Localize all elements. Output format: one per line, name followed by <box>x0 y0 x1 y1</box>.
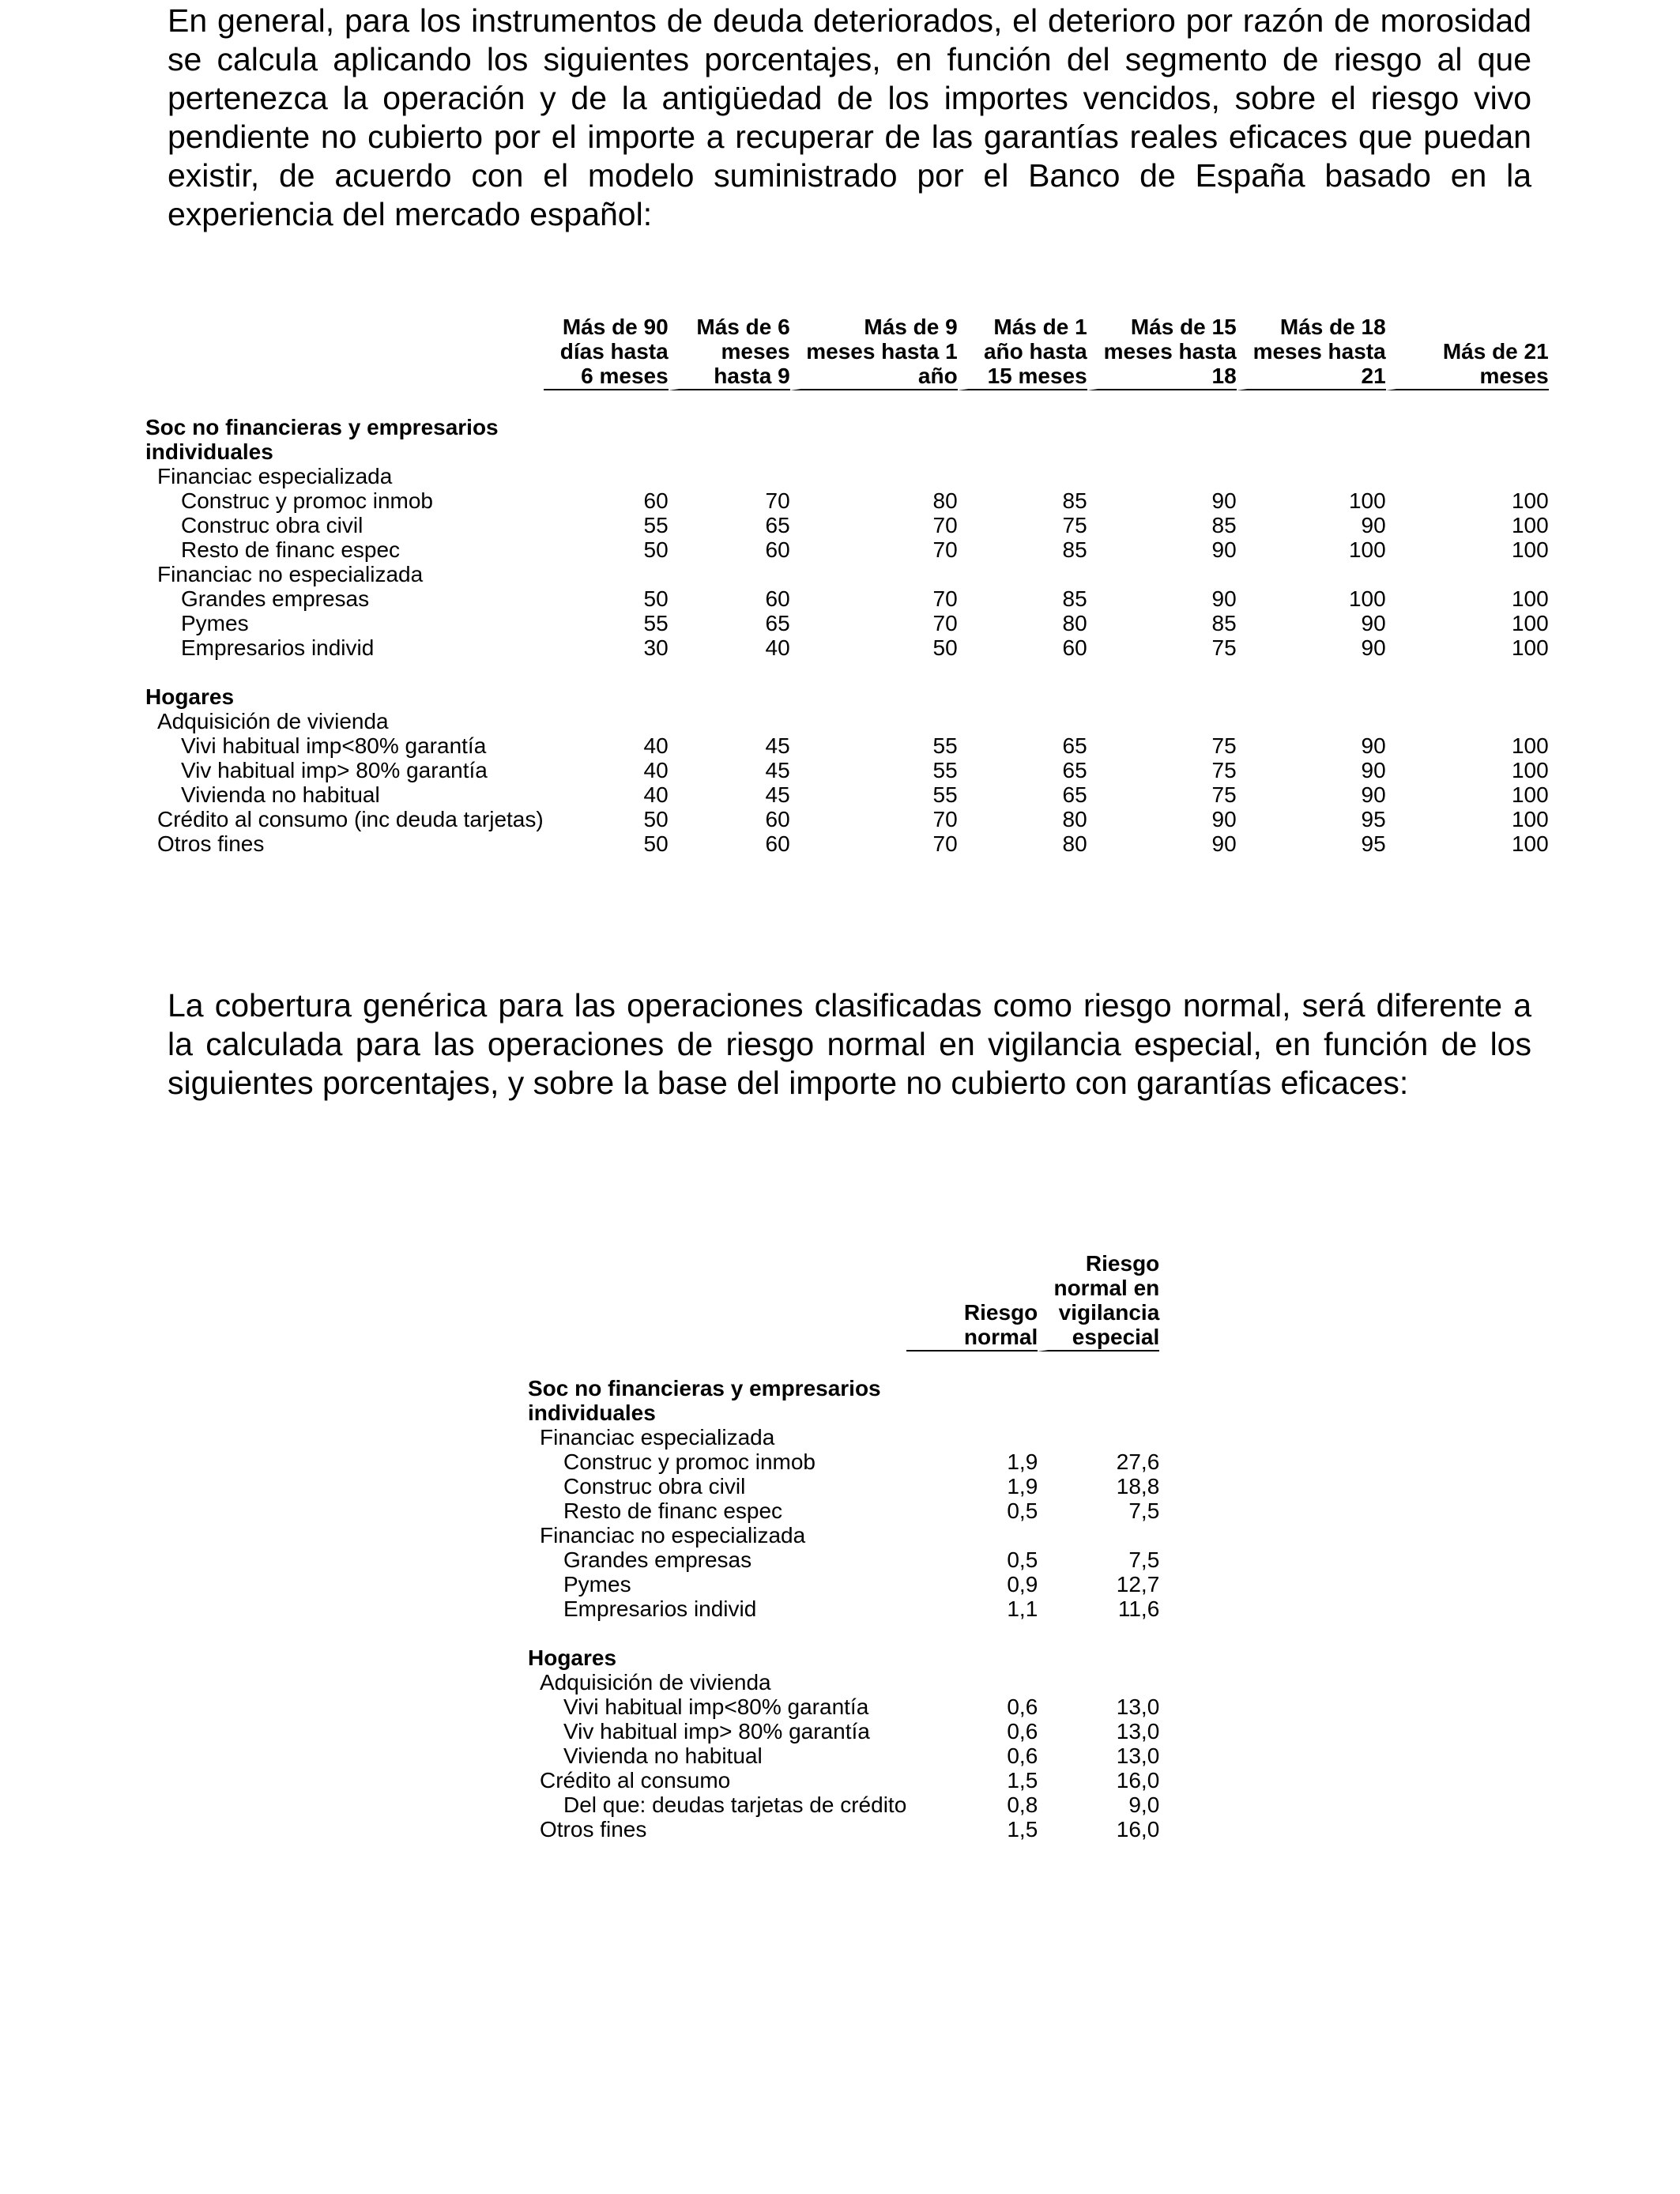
empty-cell <box>906 1670 1038 1695</box>
empty-cell <box>669 415 790 439</box>
table-row <box>528 1793 1159 1817</box>
row-value: 75 <box>1211 782 1237 807</box>
morosidad-table <box>145 315 1549 856</box>
empty-cell <box>790 464 958 488</box>
intro-paragraph: En general, para los instrumentos de deuda deteriorados, el deterioro por razón de morosidad se calcula aplicando los siguientes porcentajes, en función del segmento de riesgo al que pertenezca la operación y de la antigüedad de los importes vencidos, sobre el riesgo vivo pendiente no cubierto por el importe a recuperar de las garantías reales eficaces que puedan existir, de acuerdo con el modelo suministrado por el Banco de España basado en la experiencia del mercado español: <box>168 2 1531 232</box>
row-label: Construc obra civil <box>181 513 363 537</box>
column-header-line: meses hasta 1 <box>806 339 958 364</box>
empty-cell <box>669 684 790 709</box>
row-value: 100 <box>1511 807 1549 831</box>
row-value: 55 <box>932 733 958 758</box>
empty-cell <box>958 464 1087 488</box>
column-header-line: normal en <box>1053 1276 1160 1300</box>
row-value: 85 <box>1211 513 1237 537</box>
row-value: 40 <box>643 782 669 807</box>
empty-cell <box>906 1425 1038 1449</box>
row-value: 16,0 <box>1116 1768 1160 1793</box>
row-value: 60 <box>765 537 790 562</box>
spacer-cell <box>528 1351 1159 1376</box>
column-header-line: meses <box>721 339 790 364</box>
empty-cell <box>1038 1646 1159 1670</box>
table-row <box>145 733 1549 758</box>
empty-cell <box>1386 709 1549 733</box>
group-title-label: Soc no financieras y empresarios <box>145 415 499 439</box>
row-label: Empresarios individ <box>181 635 375 660</box>
generic-coverage-table <box>528 1251 1159 1842</box>
row-value: 100 <box>1348 586 1386 611</box>
row-value: 11,6 <box>1117 1596 1160 1621</box>
row-value: 1,5 <box>1007 1768 1038 1793</box>
empty-cell <box>790 684 958 709</box>
header-spacer <box>145 364 544 390</box>
empty-cell <box>1038 1670 1159 1695</box>
row-value: 30 <box>643 635 669 660</box>
column-header-line: año <box>790 364 958 390</box>
empty-cell <box>544 464 669 488</box>
row-value: 100 <box>1511 513 1549 537</box>
table-row <box>528 1498 1159 1523</box>
row-value: 95 <box>1361 831 1386 856</box>
table-row <box>145 513 1549 537</box>
subgroup-title-label: Financiac especializada <box>157 464 393 488</box>
table-row <box>145 488 1549 513</box>
empty-cell <box>958 415 1087 439</box>
table-row <box>528 1572 1159 1596</box>
empty-cell <box>1087 439 1237 464</box>
table-row <box>145 586 1549 611</box>
empty-cell <box>1087 709 1237 733</box>
subgroup-title <box>528 1670 1159 1695</box>
column-header-line: 6 meses <box>544 364 669 390</box>
empty-cell <box>1237 464 1386 488</box>
header-row <box>145 364 1549 390</box>
column-header-line: Más de 18 <box>1279 315 1386 339</box>
row-value: 0,5 <box>1007 1498 1038 1523</box>
row-value: 7,5 <box>1128 1498 1160 1523</box>
row-value: 75 <box>1211 758 1237 782</box>
row-value: 1,5 <box>1007 1817 1038 1842</box>
row-label: Vivienda no habitual <box>181 782 380 807</box>
empty-cell <box>1038 1523 1159 1547</box>
row-value: 100 <box>1511 586 1549 611</box>
subgroup-title-label: Financiac no especializada <box>540 1523 806 1547</box>
empty-cell <box>1038 1425 1159 1449</box>
row-value: 0,5 <box>1007 1547 1038 1572</box>
column-header-line: especial <box>1038 1325 1159 1351</box>
row-value: 40 <box>643 733 669 758</box>
row-value: 65 <box>1062 733 1087 758</box>
row-value: 100 <box>1511 488 1549 513</box>
row-value: 85 <box>1062 586 1087 611</box>
header-row <box>528 1276 1159 1300</box>
row-label: Empresarios individ <box>563 1596 757 1621</box>
column-header-line: días hasta <box>559 339 669 364</box>
column-header-line: Más de 15 <box>1130 315 1237 339</box>
spacer-row <box>528 1621 1159 1646</box>
empty-cell <box>1386 464 1549 488</box>
header-row <box>528 1325 1159 1351</box>
row-value: 70 <box>932 537 958 562</box>
row-label: Viv habitual imp> 80% garantía <box>181 758 488 782</box>
empty-cell <box>790 415 958 439</box>
row-value: 65 <box>1062 758 1087 782</box>
column-header-line: Riesgo <box>1085 1251 1160 1276</box>
subgroup-title <box>528 1523 1159 1547</box>
row-value: 100 <box>1511 611 1549 635</box>
row-value: 80 <box>1062 807 1087 831</box>
empty-cell <box>1038 1376 1159 1400</box>
column-header-line: Más de 90 <box>562 315 669 339</box>
row-label: Pymes <box>181 611 249 635</box>
table-row <box>145 611 1549 635</box>
table-row <box>528 1768 1159 1793</box>
empty-cell <box>544 415 669 439</box>
empty-cell <box>790 709 958 733</box>
row-value: 55 <box>643 611 669 635</box>
empty-cell <box>958 439 1087 464</box>
row-value: 75 <box>1062 513 1087 537</box>
empty-cell <box>1087 464 1237 488</box>
group-title <box>145 439 1549 464</box>
row-value: 85 <box>1062 537 1087 562</box>
table-row <box>528 1449 1159 1474</box>
subgroup-title-label: Financiac no especializada <box>157 562 424 586</box>
row-value: 90 <box>1361 758 1386 782</box>
row-value: 100 <box>1348 488 1386 513</box>
table-row <box>528 1596 1159 1621</box>
row-label: Otros fines <box>540 1817 647 1842</box>
row-value: 50 <box>643 537 669 562</box>
row-value: 70 <box>932 586 958 611</box>
spacer-row <box>145 390 1549 415</box>
header-spacer <box>528 1276 906 1300</box>
row-label: Pymes <box>563 1572 631 1596</box>
row-value: 85 <box>1211 611 1237 635</box>
empty-cell <box>1087 562 1237 586</box>
row-value: 80 <box>1062 831 1087 856</box>
column-header-line: Más de 9 <box>864 315 958 339</box>
row-value: 45 <box>765 782 790 807</box>
row-label: Vivi habitual imp<80% garantía <box>563 1695 869 1719</box>
empty-cell <box>669 464 790 488</box>
row-label: Resto de financ espec <box>563 1498 783 1523</box>
empty-cell <box>906 1646 1038 1670</box>
group-title-label: Hogares <box>145 684 235 709</box>
column-header-line: 18 <box>1087 364 1237 390</box>
group-title-label: Hogares <box>528 1646 617 1670</box>
row-value: 55 <box>643 513 669 537</box>
empty-cell <box>1237 439 1386 464</box>
column-header-line: normal <box>906 1325 1038 1351</box>
row-value: 50 <box>643 807 669 831</box>
row-value: 1,9 <box>1007 1449 1038 1474</box>
row-value: 0,6 <box>1007 1695 1038 1719</box>
generic-coverage-paragraph: La cobertura genérica para las operaciones clasificadas como riesgo normal, será diferente a la calculada para las operaciones de riesgo normal en vigilancia especial, en función de los siguientes porcentajes, y sobre la base del importe no cubierto con garantías eficaces: <box>168 987 1531 1101</box>
row-value: 85 <box>1062 488 1087 513</box>
row-value: 55 <box>932 782 958 807</box>
row-value: 100 <box>1511 635 1549 660</box>
row-value: 65 <box>1062 782 1087 807</box>
row-label: Otros fines <box>157 831 265 856</box>
row-label: Vivi habitual imp<80% garantía <box>181 733 487 758</box>
header-row <box>145 339 1549 364</box>
empty-cell <box>906 1376 1038 1400</box>
row-value: 90 <box>1211 831 1237 856</box>
row-value: 100 <box>1511 758 1549 782</box>
subgroup-title <box>145 562 1549 586</box>
row-value: 13,0 <box>1116 1695 1160 1719</box>
row-value: 80 <box>1062 611 1087 635</box>
table-row <box>528 1719 1159 1744</box>
row-value: 45 <box>765 733 790 758</box>
empty-cell <box>790 439 958 464</box>
empty-cell <box>669 562 790 586</box>
row-label: Crédito al consumo <box>540 1768 731 1793</box>
spacer-row <box>528 1351 1159 1376</box>
header-spacer <box>145 339 544 364</box>
row-value: 18,8 <box>1116 1474 1160 1498</box>
subgroup-title <box>528 1425 1159 1449</box>
column-header-line: meses <box>1386 364 1549 390</box>
table-row <box>145 807 1549 831</box>
group-title <box>145 684 1549 709</box>
row-value: 90 <box>1361 635 1386 660</box>
row-value: 90 <box>1361 513 1386 537</box>
row-value: 0,9 <box>1007 1572 1038 1596</box>
row-value: 90 <box>1361 782 1386 807</box>
group-title-label: individuales <box>528 1400 656 1425</box>
row-value: 90 <box>1361 733 1386 758</box>
empty-cell <box>1237 684 1386 709</box>
row-value: 1,9 <box>1007 1474 1038 1498</box>
empty-cell <box>790 562 958 586</box>
row-value: 45 <box>765 758 790 782</box>
table-row <box>145 758 1549 782</box>
row-value: 100 <box>1511 782 1549 807</box>
empty-cell <box>906 1523 1038 1547</box>
row-value: 65 <box>765 611 790 635</box>
row-value: 12,7 <box>1116 1572 1160 1596</box>
row-value: 60 <box>765 831 790 856</box>
column-header-line: 15 meses <box>958 364 1087 390</box>
table-row <box>145 537 1549 562</box>
row-value: 60 <box>643 488 669 513</box>
row-value: 0,6 <box>1007 1719 1038 1744</box>
row-value: 13,0 <box>1116 1719 1160 1744</box>
row-value: 60 <box>765 807 790 831</box>
empty-cell <box>1386 684 1549 709</box>
table-row <box>528 1817 1159 1842</box>
header-row <box>528 1300 1159 1325</box>
row-value: 90 <box>1211 488 1237 513</box>
empty-cell <box>1237 562 1386 586</box>
row-label: Grandes empresas <box>563 1547 752 1572</box>
row-label: Viv habitual imp> 80% garantía <box>563 1719 870 1744</box>
spacer-cell <box>145 390 1549 415</box>
row-value: 65 <box>765 513 790 537</box>
header-spacer <box>528 1251 906 1276</box>
subgroup-title-label: Financiac especializada <box>540 1425 775 1449</box>
column-header-line: año hasta <box>983 339 1087 364</box>
row-label: Construc obra civil <box>563 1474 746 1498</box>
column-header-line: hasta 9 <box>669 364 790 390</box>
column-header-line: vigilancia <box>1058 1300 1160 1325</box>
empty-cell <box>669 439 790 464</box>
column-header-line <box>906 1251 1038 1276</box>
header-spacer <box>145 315 544 339</box>
table-row <box>145 782 1549 807</box>
subgroup-title-label: Adquisición de vivienda <box>540 1670 771 1695</box>
group-title <box>145 415 1549 439</box>
table-row <box>145 635 1549 660</box>
row-value: 0,6 <box>1007 1744 1038 1768</box>
spacer-cell <box>528 1621 1159 1646</box>
row-value: 75 <box>1211 733 1237 758</box>
row-value: 7,5 <box>1128 1547 1160 1572</box>
group-title <box>528 1646 1159 1670</box>
subgroup-title <box>145 464 1549 488</box>
row-value: 55 <box>932 758 958 782</box>
header-spacer <box>528 1300 906 1325</box>
empty-cell <box>906 1400 1038 1425</box>
subgroup-title <box>145 709 1549 733</box>
row-value: 70 <box>932 513 958 537</box>
row-label: Construc y promoc inmob <box>563 1449 816 1474</box>
column-header-line: meses hasta <box>1103 339 1237 364</box>
table-row <box>528 1744 1159 1768</box>
empty-cell <box>544 439 669 464</box>
empty-cell <box>1386 439 1549 464</box>
column-header-line <box>906 1276 1038 1300</box>
empty-cell <box>1087 684 1237 709</box>
header-spacer <box>528 1325 906 1351</box>
table-row <box>528 1474 1159 1498</box>
group-title <box>528 1400 1159 1425</box>
group-title-label: individuales <box>145 439 273 464</box>
row-value: 40 <box>765 635 790 660</box>
table-row <box>145 831 1549 856</box>
empty-cell <box>544 562 669 586</box>
spacer-row <box>145 660 1549 684</box>
row-label: Construc y promoc inmob <box>181 488 434 513</box>
empty-cell <box>1386 562 1549 586</box>
empty-cell <box>1038 1400 1159 1425</box>
group-title-label: Soc no financieras y empresarios <box>528 1376 881 1400</box>
empty-cell <box>1087 415 1237 439</box>
row-value: 9,0 <box>1128 1793 1160 1817</box>
row-value: 80 <box>932 488 958 513</box>
table-row <box>528 1547 1159 1572</box>
row-value: 27,6 <box>1116 1449 1160 1474</box>
row-value: 0,8 <box>1007 1793 1038 1817</box>
empty-cell <box>1237 709 1386 733</box>
row-label: Crédito al consumo (inc deuda tarjetas) <box>157 807 544 831</box>
row-value: 50 <box>932 635 958 660</box>
column-header-line: meses hasta <box>1252 339 1386 364</box>
row-label: Grandes empresas <box>181 586 370 611</box>
table-row <box>528 1695 1159 1719</box>
row-value: 95 <box>1361 807 1386 831</box>
column-header-line: Más de 6 <box>696 315 790 339</box>
row-value: 90 <box>1211 586 1237 611</box>
row-value: 70 <box>932 807 958 831</box>
empty-cell <box>958 709 1087 733</box>
row-value: 100 <box>1511 831 1549 856</box>
row-value: 100 <box>1511 537 1549 562</box>
row-value: 16,0 <box>1116 1817 1160 1842</box>
row-value: 50 <box>643 831 669 856</box>
empty-cell <box>1386 415 1549 439</box>
row-value: 70 <box>932 831 958 856</box>
row-label: Del que: deudas tarjetas de crédito <box>563 1793 907 1817</box>
row-label: Vivienda no habitual <box>563 1744 763 1768</box>
row-value: 100 <box>1511 733 1549 758</box>
row-value: 70 <box>932 611 958 635</box>
column-header-line: Más de 21 <box>1442 339 1549 364</box>
empty-cell <box>669 709 790 733</box>
subgroup-title-label: Adquisición de vivienda <box>157 709 389 733</box>
column-header-line <box>1386 315 1549 339</box>
row-value: 50 <box>643 586 669 611</box>
empty-cell <box>958 562 1087 586</box>
row-value: 100 <box>1348 537 1386 562</box>
column-header-line: 21 <box>1237 364 1386 390</box>
column-header-line: Más de 1 <box>993 315 1087 339</box>
row-value: 1,1 <box>1007 1596 1038 1621</box>
empty-cell <box>958 684 1087 709</box>
empty-cell <box>544 709 669 733</box>
row-value: 40 <box>643 758 669 782</box>
column-header-line: Riesgo <box>963 1300 1038 1325</box>
row-value: 75 <box>1211 635 1237 660</box>
empty-cell <box>544 684 669 709</box>
row-value: 90 <box>1211 537 1237 562</box>
row-value: 60 <box>1062 635 1087 660</box>
row-value: 90 <box>1211 807 1237 831</box>
row-value: 13,0 <box>1116 1744 1160 1768</box>
empty-cell <box>1237 415 1386 439</box>
header-row <box>145 315 1549 339</box>
row-value: 60 <box>765 586 790 611</box>
header-row <box>528 1251 1159 1276</box>
group-title <box>528 1376 1159 1400</box>
row-value: 70 <box>765 488 790 513</box>
row-label: Resto de financ espec <box>181 537 401 562</box>
row-value: 90 <box>1361 611 1386 635</box>
spacer-cell <box>145 660 1549 684</box>
